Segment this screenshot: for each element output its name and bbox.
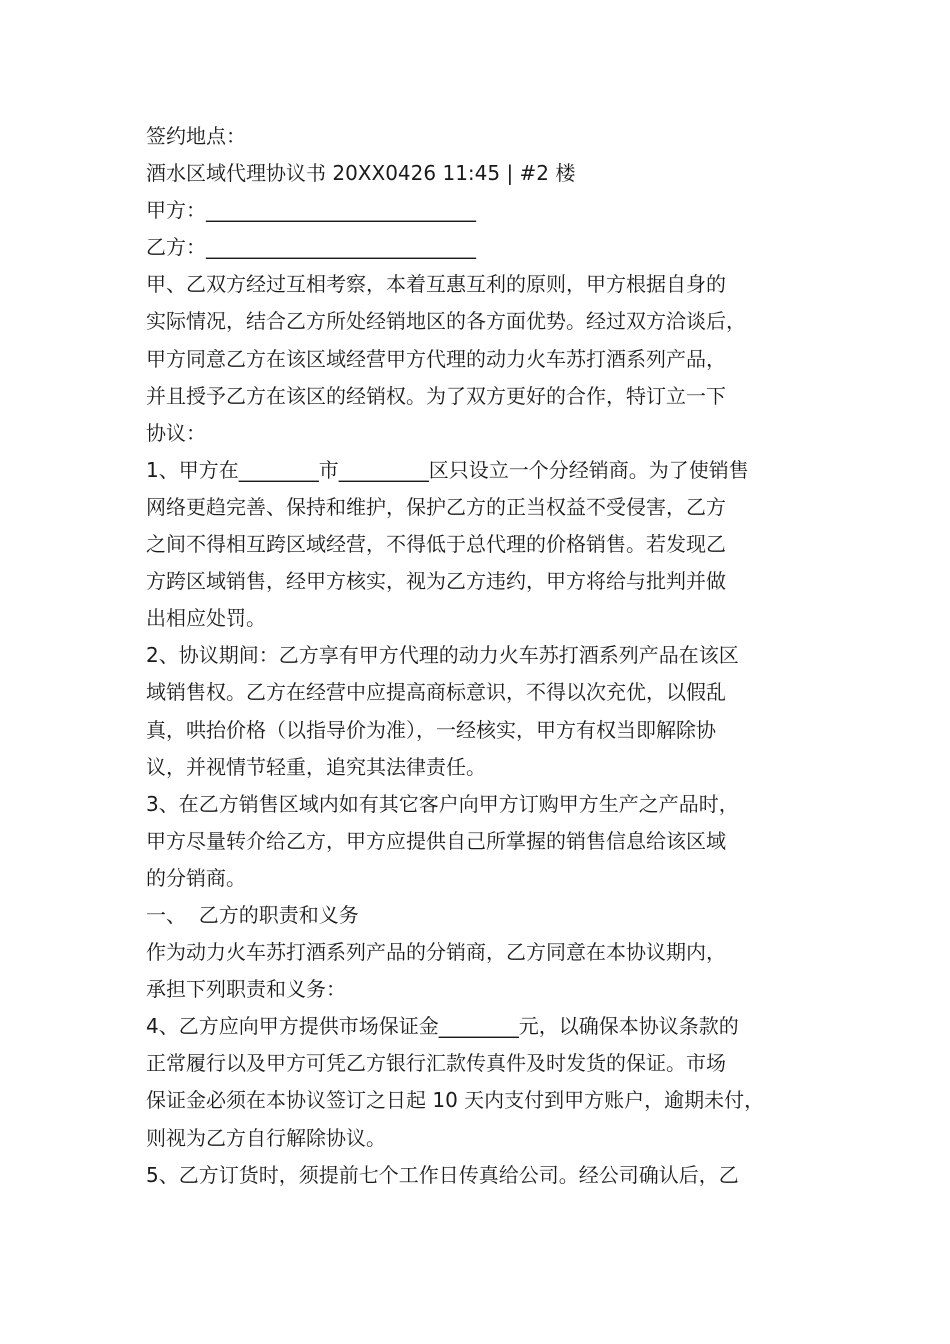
paragraph-line: 协议： — [146, 420, 206, 445]
clause-2-line: 真，哄抬价格（以指导价为准），一经核实，甲方有权当即解除协 — [146, 717, 716, 742]
clause-3-line: 甲方尽量转介给乙方，甲方应提供自己所掌握的销售信息给该区域 — [146, 828, 726, 853]
clause-1-line: 之间不得相互跨区域经营，不得低于总代理的价格销售。若发现乙 — [146, 532, 726, 557]
paragraph-line: 作为动力火车苏打酒系列产品的分销商，乙方同意在本协议期内， — [146, 940, 726, 965]
clause-1-line: 1、甲方在________市_________区只设立一个分经销商。为了使销售 — [146, 457, 749, 482]
clause-3-line: 的分销商。 — [146, 865, 246, 890]
paragraph-line: 甲方同意乙方在该区域经营甲方代理的动力火车苏打酒系列产品， — [146, 346, 726, 371]
clause-1-line: 出相应处罚。 — [146, 606, 266, 631]
clause-4-line: 保证金必须在本协议签订之日起 10 天内支付到甲方账户，逾期未付， — [146, 1088, 765, 1113]
clause-1-line: 方跨区域销售，经甲方核实，视为乙方违约，甲方将给与批判并做 — [146, 569, 726, 594]
document-body — [146, 118, 818, 1194]
clause-2-line: 议，并视情节轻重，追究其法律责任。 — [146, 754, 486, 779]
clause-2-line: 域销售权。乙方在经营中应提高商标意识，不得以次充优，以假乱 — [146, 680, 726, 705]
paragraph-line: 实际情况，结合乙方所处经销地区的各方面优势。经过双方洽谈后， — [146, 309, 746, 334]
clause-2-line: 2、协议期间：乙方享有甲方代理的动力火车苏打酒系列产品在该区 — [146, 643, 739, 668]
clause-1-line: 网络更趋完善、保持和维护，保护乙方的正当权益不受侵害，乙方 — [146, 494, 726, 519]
clause-4-line: 正常履行以及甲方可凭乙方银行汇款传真件及时发货的保证。市场 — [146, 1051, 726, 1076]
paragraph-line: 承担下列职责和义务： — [146, 977, 346, 1002]
document-title-line: 酒水区域代理协议书 20XX0426 11:45 | #2 楼 — [146, 161, 576, 186]
paragraph-line: 并且授予乙方在该区的经销权。为了双方更好的合作，特订立一下 — [146, 383, 726, 408]
section-heading: 一、 乙方的职责和义务 — [146, 902, 359, 927]
party-a-line: 甲方：___________________________ — [146, 198, 476, 223]
clause-3-line: 3、在乙方销售区域内如有其它客户向甲方订购甲方生产之产品时， — [146, 791, 739, 816]
paragraph-line: 甲、乙双方经过互相考察，本着互惠互利的原则，甲方根据自身的 — [146, 272, 726, 297]
signing-location-label: 签约地点： — [146, 124, 246, 148]
clause-4-line: 4、乙方应向甲方提供市场保证金________元，以确保本协议条款的 — [146, 1014, 739, 1039]
clause-5-line: 5、乙方订货时，须提前七个工作日传真给公司。经公司确认后，乙 — [146, 1162, 739, 1187]
party-b-line: 乙方：___________________________ — [146, 235, 476, 260]
clause-4-line: 则视为乙方自行解除协议。 — [146, 1125, 386, 1150]
